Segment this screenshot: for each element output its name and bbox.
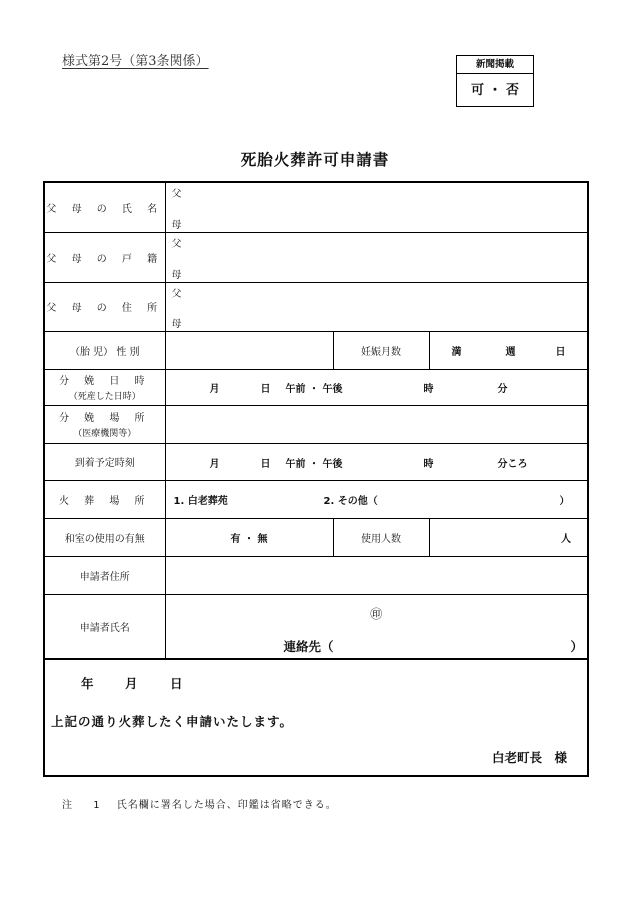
row-delivery-datetime (45, 369, 587, 405)
label-applicant-address: 申請者住所 (45, 556, 165, 594)
minute-text: 分ころ (497, 458, 528, 470)
row-parents-name (45, 183, 587, 232)
row-applicant-name (45, 594, 587, 658)
label-parents-domicile: 父 母 の 戸 籍 (45, 232, 165, 282)
label-cremation-place: 火 葬 場 所 (45, 480, 165, 518)
newspaper-box (456, 55, 534, 107)
father-mark: 父 (171, 189, 182, 200)
label-delivery-place (45, 405, 165, 443)
form-number: 様式第2号（第3条関係） (62, 54, 209, 69)
father-mark: 父 (171, 238, 182, 250)
day-text: 日 (170, 675, 183, 691)
field-applicant-name[interactable] (165, 594, 587, 658)
delivery-datetime-sublabel: （死産した日時） (68, 392, 141, 402)
month-text: 月 (125, 675, 138, 691)
field-japanese-room[interactable]: 有 ・ 無 (165, 518, 333, 556)
row-fetus-sex (45, 331, 587, 369)
contact-label: 連絡先（ (283, 638, 334, 654)
addressee-text: 白老町長 様 (491, 749, 567, 765)
note-prefix: 注 (62, 800, 72, 811)
week-text: 週 (505, 346, 516, 358)
label-pregnancy: 妊娠月数 (333, 331, 429, 369)
day-text: 日 (260, 458, 271, 470)
month-text: 月 (209, 458, 220, 470)
delivery-datetime-label: 分 娩 日 時 (58, 376, 151, 387)
declaration-section (45, 659, 587, 778)
field-fetus-sex[interactable] (165, 331, 333, 369)
close-paren: ） (570, 638, 584, 654)
ampm-text: 午前 ・ 午後 (285, 458, 343, 470)
row-applicant-address (45, 556, 587, 594)
form-table (45, 183, 587, 659)
field-parents-address[interactable] (165, 282, 587, 331)
field-pregnancy[interactable] (429, 331, 587, 369)
unit-person: 人 (561, 533, 572, 545)
option-shiraoi-sooen[interactable]: 1. 白老葬苑 (173, 495, 228, 507)
row-parents-domicile (45, 232, 587, 282)
field-parents-name[interactable] (165, 183, 587, 232)
row-japanese-room (45, 518, 587, 556)
ampm-text: 午前 ・ 午後 (285, 383, 343, 395)
seal-mark: ㊞ (370, 606, 383, 621)
field-parents-domicile[interactable] (165, 232, 587, 282)
hour-text: 時 (423, 458, 434, 470)
newspaper-options[interactable]: 可 ・ 否 (470, 83, 520, 98)
row-parents-address (45, 282, 587, 331)
label-arrival-time: 到着予定時刻 (45, 443, 165, 480)
hour-text: 時 (423, 383, 434, 395)
mother-mark: 母 (171, 318, 182, 330)
label-delivery-datetime (45, 369, 165, 405)
field-applicant-address[interactable] (165, 556, 587, 594)
footnote (62, 796, 337, 811)
father-mark: 父 (171, 288, 182, 300)
field-cremation-place[interactable] (165, 480, 587, 518)
row-arrival-time (45, 443, 587, 480)
label-parents-address: 父 母 の 住 所 (45, 282, 165, 331)
label-parents-name: 父 母 の 氏 名 (45, 183, 165, 232)
row-cremation-place (45, 480, 587, 518)
field-delivery-datetime[interactable] (165, 369, 587, 405)
mother-mark: 母 (171, 219, 182, 231)
delivery-place-label: 分 娩 場 所 (58, 413, 151, 424)
day-text: 日 (260, 383, 271, 395)
close-paren: ） (559, 495, 570, 507)
month-text: 月 (209, 383, 220, 395)
label-japanese-room: 和室の使用の有無 (45, 518, 165, 556)
minute-text: 分 (497, 383, 508, 395)
label-fetus-sex: （胎 児） 性 別 (45, 331, 165, 369)
option-other[interactable]: 2. その他（ (323, 495, 378, 507)
page-title: 死胎火葬許可申請書 (240, 151, 390, 169)
field-room-count[interactable] (429, 518, 587, 556)
day-text: 日 (555, 346, 566, 358)
year-text: 年 (81, 675, 94, 691)
label-applicant-name: 申請者氏名 (45, 594, 165, 658)
mother-mark: 母 (171, 269, 182, 281)
label-room-count: 使用人数 (333, 518, 429, 556)
field-arrival-time[interactable] (165, 443, 587, 480)
man-text: 満 (451, 346, 462, 358)
row-delivery-place (45, 405, 587, 443)
delivery-place-sublabel: （医療機関等） (73, 429, 137, 439)
field-delivery-place[interactable] (165, 405, 587, 443)
application-form (43, 181, 589, 777)
note-text: 氏名欄に署名した場合、印鑑は省略できる。 (116, 800, 337, 811)
declaration-text: 上記の通り火葬したく申請いたします。 (51, 713, 294, 729)
note-number: 1 (93, 800, 100, 811)
newspaper-label: 新聞掲載 (457, 56, 533, 74)
